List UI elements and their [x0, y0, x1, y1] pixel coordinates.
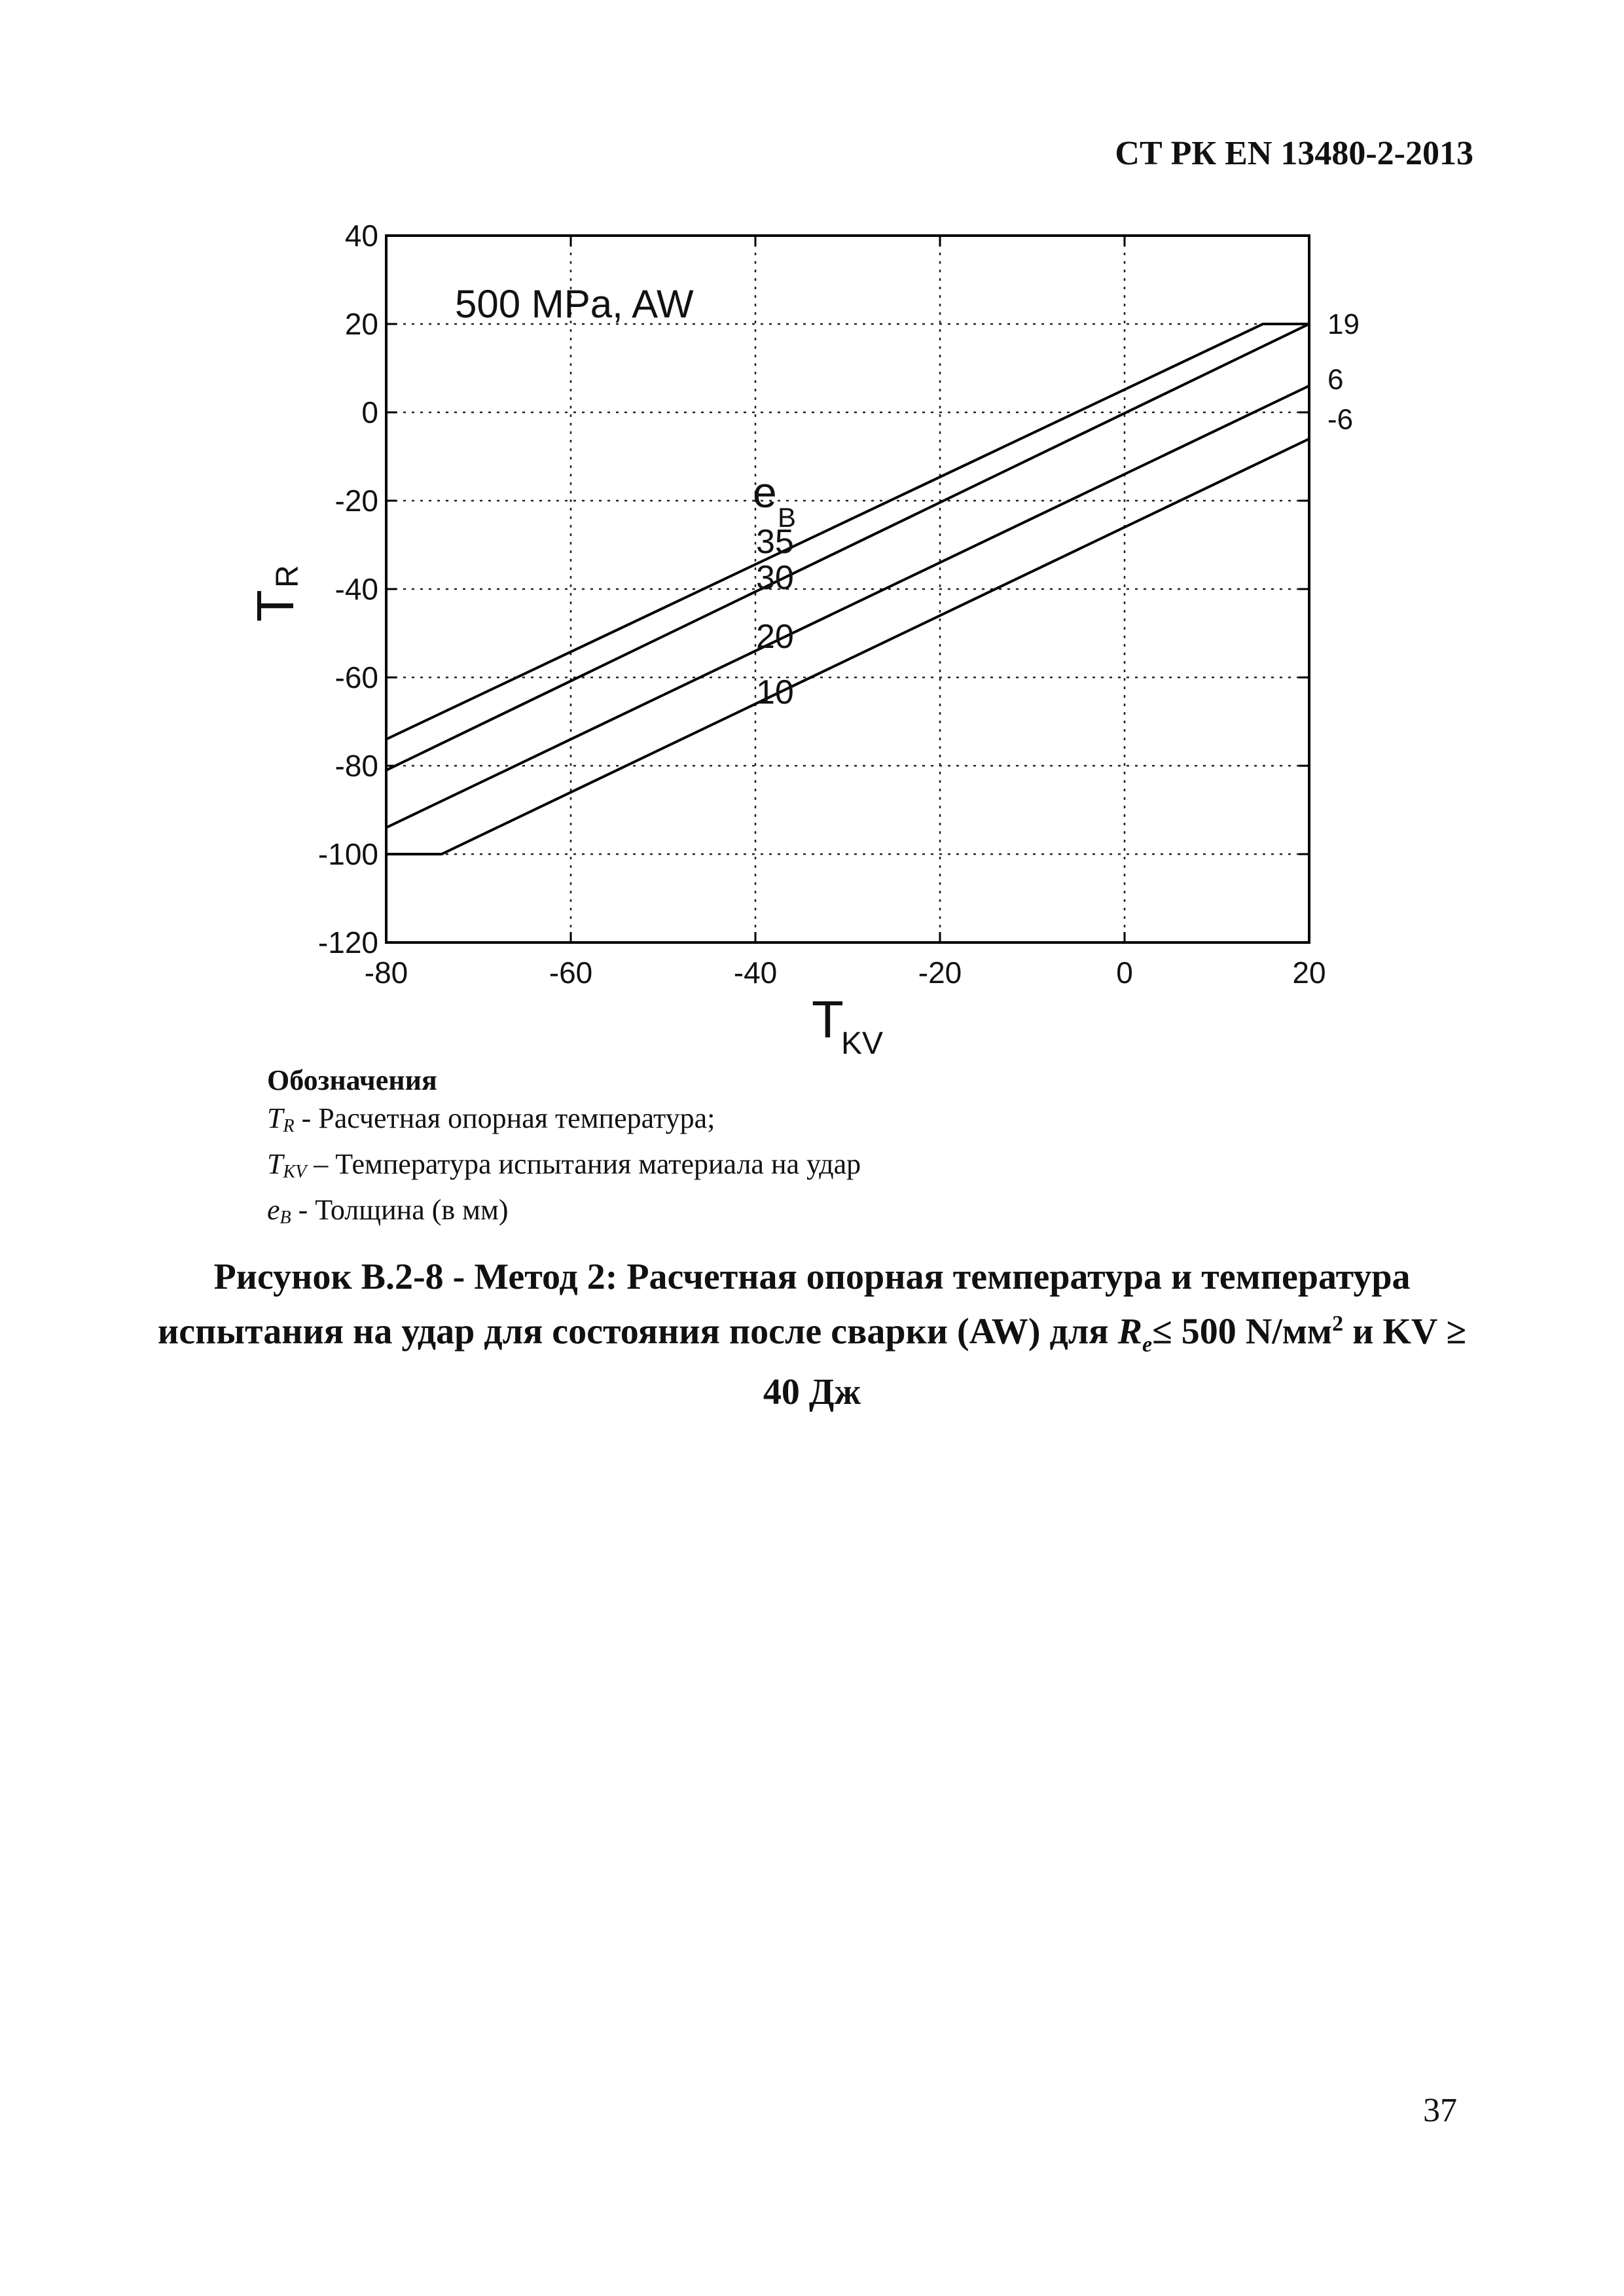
legend-text: - Толщина (в мм)	[291, 1194, 509, 1226]
series-label-10: 10	[756, 673, 794, 711]
x-axis-label: T	[812, 990, 844, 1049]
caption-text: Рисунок В.2-8 - Метод 2: Расчетная опорная температура и температура испытания на удар для состояния после сварки (AW) для	[157, 1257, 1411, 1352]
legend-symbol-sub: B	[280, 1208, 291, 1228]
caption-symbol: R	[1117, 1311, 1142, 1352]
legend-block	[267, 1062, 861, 1237]
legend-symbol: e	[267, 1194, 280, 1226]
y-tick-label: -20	[334, 484, 378, 518]
y-tick-label: 40	[344, 219, 378, 253]
y-tick-label: -120	[317, 925, 378, 960]
caption-text-3: и KV ≥ 40 Дж	[763, 1311, 1467, 1412]
chart-title: 500 MPa, AW	[455, 282, 694, 326]
x-axis-label-sub: KV	[841, 1026, 884, 1061]
legend-text: – Температура испытания материала на удар	[306, 1148, 861, 1180]
x-tick-label: 20	[1292, 956, 1326, 990]
y-tick-label: -100	[317, 837, 378, 871]
legend-text: - Расчетная опорная температура;	[294, 1102, 715, 1134]
y-tick-label: -40	[334, 572, 378, 606]
chart-labels	[246, 282, 1360, 1061]
right-label-19: 19	[1327, 308, 1360, 340]
x-tick-label: 0	[1116, 956, 1133, 990]
right-label--6: -6	[1327, 403, 1354, 436]
series-label-35: 35	[756, 523, 794, 561]
caption-text-2: ≤ 500 N/мм	[1152, 1311, 1333, 1352]
legend-heading: Обозначения	[267, 1064, 437, 1096]
series-line-20	[386, 386, 1309, 828]
doc-code: СТ РК EN 13480-2-2013	[1115, 135, 1473, 172]
right-label-6: 6	[1327, 363, 1344, 396]
x-tick-label: -60	[549, 956, 593, 990]
y-tick-label: -80	[334, 749, 378, 783]
legend-symbol-sub: R	[283, 1116, 295, 1136]
series-label-20: 20	[756, 618, 794, 656]
legend-row-tkv	[267, 1145, 861, 1191]
caption-symbol-sub: e	[1142, 1332, 1153, 1357]
thickness-label: e	[753, 468, 777, 516]
caption-superscript: 2	[1332, 1312, 1344, 1336]
series-label-30: 30	[756, 559, 794, 597]
page-number: 37	[1423, 2092, 1457, 2129]
grid-lines	[386, 236, 1309, 942]
tr-vs-tkv-chart	[0, 0, 1624, 1113]
x-tick-label: -40	[733, 956, 778, 990]
legend-row-tr	[267, 1100, 861, 1145]
x-tick-label: -80	[364, 956, 408, 990]
x-tick-label: -20	[918, 956, 962, 990]
y-tick-label: 20	[344, 307, 378, 341]
legend-row-eb	[267, 1191, 861, 1237]
y-axis-label: T	[246, 590, 304, 622]
legend-symbol-sub: KV	[283, 1162, 307, 1182]
series-line-30	[386, 324, 1309, 770]
figure-caption	[151, 1253, 1473, 1416]
thickness-label-sub: B	[778, 502, 797, 533]
legend-symbol: T	[267, 1148, 283, 1180]
legend-symbol: T	[267, 1102, 283, 1134]
y-axis-label-sub: R	[270, 565, 305, 588]
axis-ticks	[318, 219, 1326, 990]
y-tick-label: -60	[334, 660, 378, 694]
y-tick-label: 0	[361, 395, 378, 429]
